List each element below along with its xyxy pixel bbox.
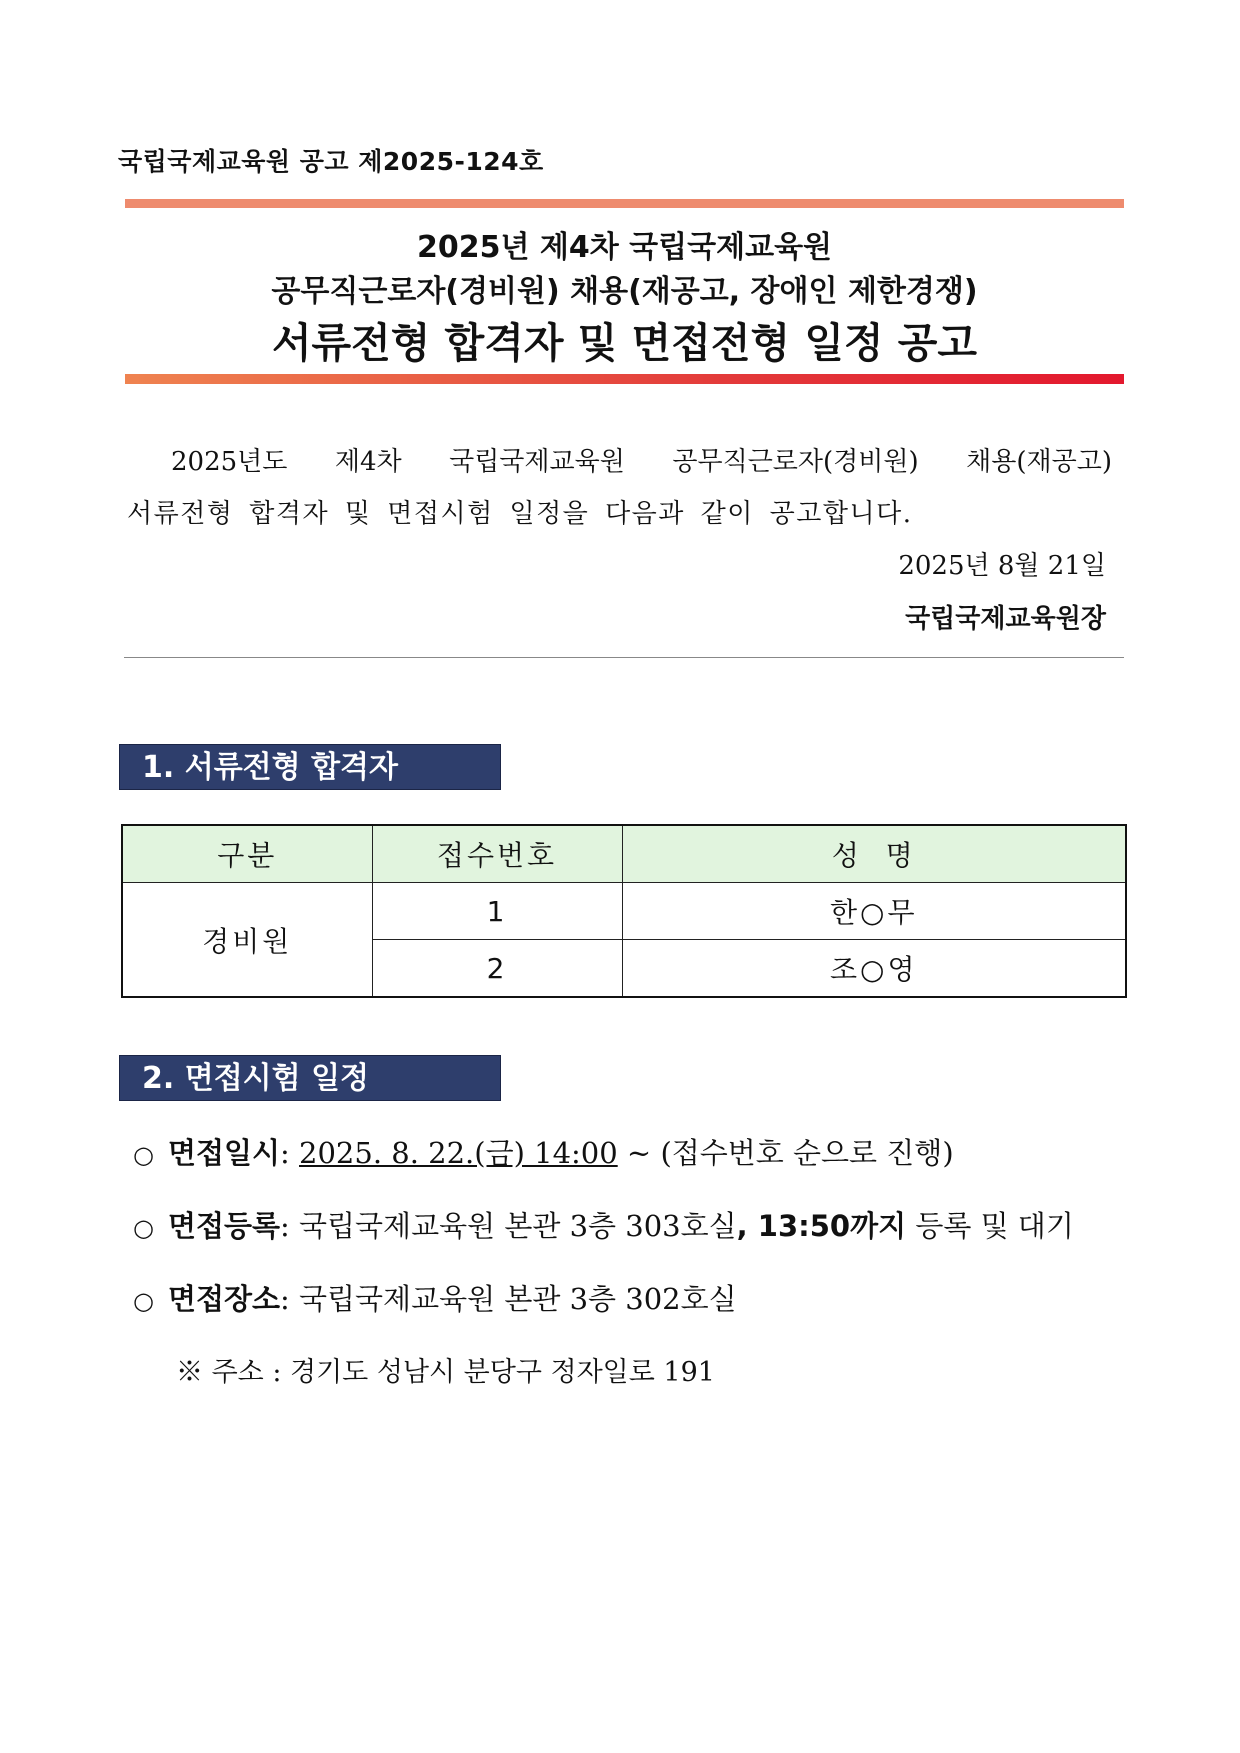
column-header-receipt-no: 접수번호 bbox=[372, 825, 622, 883]
bullet-circle-icon: ○ bbox=[133, 1141, 154, 1169]
interview-datetime-item: ○ 면접일시: 2025. 8. 22.(금) 14:00 ~ (접수번호 순으로 진행) bbox=[133, 1136, 954, 1170]
item-label: 면접등록 bbox=[167, 1209, 281, 1243]
title-line-2: 공무직근로자(경비원) 채용(재공고, 장애인 제한경쟁) bbox=[271, 274, 978, 309]
name-cell: 조○영 bbox=[622, 940, 1126, 998]
item-rest: ~ (접수번호 순으로 진행) bbox=[617, 1136, 954, 1170]
announcement-date: 2025년 8월 21일 bbox=[898, 551, 1106, 581]
notice-number: 국립국제교육원 공고 제2025-124호 bbox=[118, 147, 544, 176]
intro-line-2: 서류전형 합격자 및 면접시험 일정을 다음과 같이 공고합니다. bbox=[127, 499, 913, 529]
interview-location-item: ○ 면접장소: 국립국제교육원 본관 3층 302호실 bbox=[133, 1282, 737, 1316]
table-row bbox=[122, 883, 1126, 940]
column-header-category: 구분 bbox=[122, 825, 372, 883]
applicants-table bbox=[121, 824, 1127, 998]
address-note: ※ 주소 : 경기도 성남시 분당구 정자일로 191 bbox=[176, 1357, 715, 1388]
item-label: 면접장소 bbox=[167, 1282, 281, 1316]
category-cell: 경비원 bbox=[122, 883, 372, 998]
item-label: 면접일시 bbox=[167, 1136, 281, 1170]
item-rest: 국립국제교육원 본관 3층 302호실 bbox=[289, 1282, 737, 1316]
intro-paragraph bbox=[127, 436, 1112, 540]
intro-line-1: 2025년도 제4차 국립국제교육원 공무직근로자(경비원) 채용(재공고) bbox=[171, 447, 1112, 477]
name-cell: 한○무 bbox=[622, 883, 1126, 940]
item-rest: 등록 및 대기 bbox=[906, 1209, 1074, 1243]
title-line-1: 2025년 제4차 국립국제교육원 bbox=[416, 230, 833, 265]
table-header-row bbox=[122, 825, 1126, 883]
receipt-no-cell: 1 bbox=[372, 883, 622, 940]
bullet-circle-icon: ○ bbox=[133, 1214, 154, 1242]
interview-registration-item: ○ 면접등록: 국립국제교육원 본관 3층 303호실, 13:50까지 등록 및 대기 bbox=[133, 1209, 1074, 1243]
section-heading-interview: 2. 면접시험 일정 bbox=[119, 1055, 501, 1101]
signer: 국립국제교육원장 bbox=[905, 604, 1106, 634]
title-top-bar bbox=[125, 199, 1124, 208]
title-line-3: 서류전형 합격자 및 면접전형 일정 공고 bbox=[271, 319, 978, 367]
column-header-name: 성 명 bbox=[622, 825, 1126, 883]
item-deadline: , 13:50까지 bbox=[736, 1209, 907, 1243]
divider bbox=[124, 657, 1124, 658]
bullet-circle-icon: ○ bbox=[133, 1287, 154, 1315]
item-value: 국립국제교육원 본관 3층 303호실 bbox=[289, 1209, 737, 1243]
interview-datetime-value: 2025. 8. 22.(금) 14:00 bbox=[299, 1136, 618, 1170]
section-heading-applicants: 1. 서류전형 합격자 bbox=[119, 744, 501, 790]
title-bottom-bar bbox=[125, 374, 1124, 384]
receipt-no-cell: 2 bbox=[372, 940, 622, 998]
